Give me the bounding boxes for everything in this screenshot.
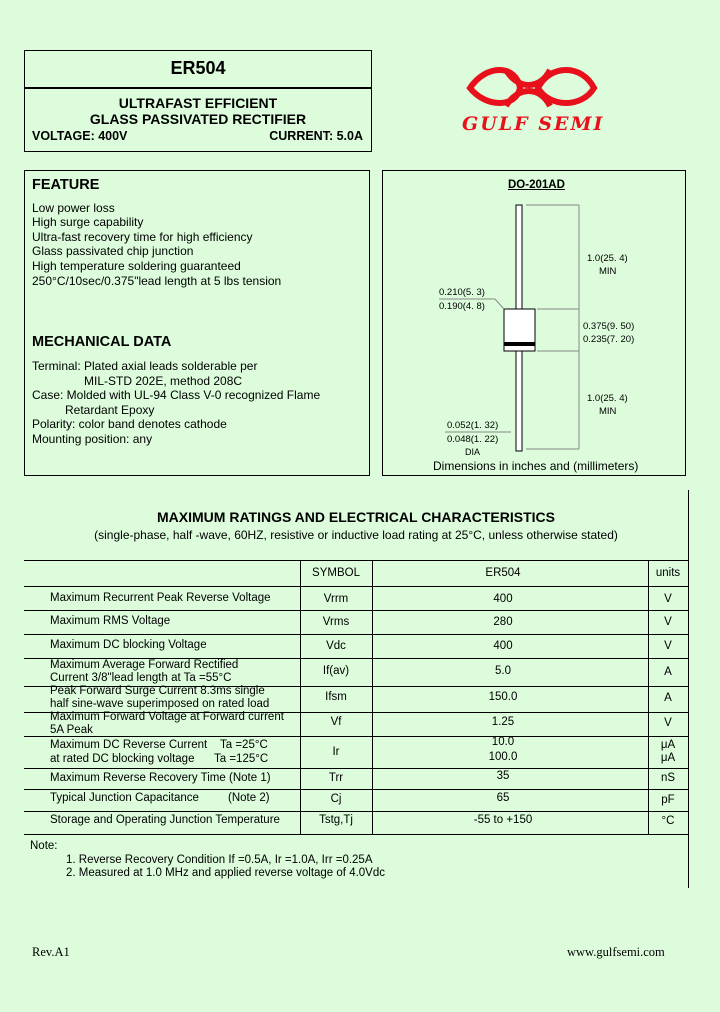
value-cell: 400 [493, 593, 513, 605]
param-cell: Maximum DC Reverse Current [50, 739, 208, 751]
value-cell: 150.0 [488, 691, 518, 703]
note-line: 2. Measured at 1.0 MHz and applied reverse voltage of 4.0Vdc [66, 867, 385, 879]
part-number-box [24, 50, 372, 88]
lead-dia-max: 0.052(1. 32) [447, 420, 499, 431]
feature-item: 250°C/10sec/0.375"lead length at 5 lbs tension [32, 274, 282, 288]
voltage-rating: VOLTAGE: 400V [32, 129, 128, 143]
lead-bottom-min: MIN [599, 406, 617, 417]
lead-top-length: 1.0(25. 4) [587, 253, 628, 264]
param-cell: Maximum Average Forward Rectified [50, 659, 239, 671]
note-ref-cell: (Note 2) [228, 792, 270, 804]
value-cell: 10.0 [491, 736, 515, 748]
feature-item: Glass passivated chip junction [32, 244, 194, 258]
param-cell: Storage and Operating Junction Temperature [50, 814, 280, 826]
header-value: ER504 [485, 567, 521, 579]
body-dia-max: 0.210(5. 3) [439, 287, 485, 298]
title-box [24, 88, 372, 152]
unit-cell: A [664, 666, 672, 678]
param-cell: Maximum Recurrent Peak Reverse Voltage [50, 592, 271, 604]
param-cell: Maximum Reverse Recovery Time [50, 772, 226, 784]
value-cell: 65 [496, 792, 510, 804]
param-cell: Maximum RMS Voltage [50, 615, 171, 627]
unit-cell: V [664, 593, 672, 605]
note-ref-cell: (Note 1) [229, 772, 271, 784]
feature-box [24, 170, 370, 476]
symbol-cell: Cj [330, 793, 342, 805]
unit-cell: °C [661, 815, 675, 827]
lead-bottom-length: 1.0(25. 4) [587, 393, 628, 404]
mechanical-line: Polarity: color band denotes cathode [32, 417, 227, 431]
mechanical-line: MIL-STD 202E, method 208C [84, 374, 243, 388]
feature-item: High temperature soldering guaranteed [32, 259, 241, 273]
unit-cell: μA [660, 739, 676, 751]
current-rating: CURRENT: 5.0A [269, 129, 363, 143]
note-heading: Note: [30, 840, 58, 852]
body-length-max: 0.375(9. 50) [583, 321, 635, 332]
symbol-cell: Vrms [322, 616, 350, 628]
symbol-cell: If(av) [322, 665, 350, 677]
feature-heading: FEATURE [32, 177, 100, 193]
unit-cell: V [664, 717, 672, 729]
ratings-subtitle: (single-phase, half -wave, 60HZ, resistive or inductive load rating at 25°C, unless otherwise stated) [94, 528, 618, 542]
param-cell: Maximum DC blocking Voltage [50, 639, 207, 651]
lead-top-min: MIN [599, 266, 617, 277]
gulf-semi-logo [458, 60, 608, 140]
value-cell: -55 to +150 [473, 814, 533, 826]
unit-cell: A [664, 692, 672, 704]
revision: Rev.A1 [32, 945, 70, 959]
param-cell: Maximum Forward Voltage at Forward current [50, 711, 284, 723]
dimensions-caption: Dimensions in inches and (millimeters) [433, 459, 639, 473]
symbol-cell: Trr [328, 772, 344, 784]
feature-item: Ultra-fast recovery time for high efficiency [32, 230, 253, 244]
param-cell: 5A Peak [50, 724, 93, 736]
title-line-2: GLASS PASSIVATED RECTIFIER [89, 111, 307, 127]
param-cell: Peak Forward Surge Current 8.3ms single [50, 685, 265, 697]
param-cell: Current 3/8"lead length at Ta =55°C [50, 672, 232, 684]
ratings-title: MAXIMUM RATINGS AND ELECTRICAL CHARACTERISTICS [157, 509, 555, 525]
value-cell: 35 [496, 770, 510, 782]
lead-dia-label: DIA [465, 447, 481, 457]
unit-cell: μA [660, 752, 676, 764]
unit-cell: nS [660, 772, 676, 784]
mechanical-line: Mounting position: any [32, 432, 153, 446]
website-link[interactable]: www.gulfsemi.com [567, 945, 665, 959]
logo-text: GULF SEMI [462, 113, 605, 135]
mechanical-heading: MECHANICAL DATA [32, 334, 172, 350]
header-units: units [655, 567, 681, 579]
mechanical-line: Terminal: Plated axial leads solderable per [32, 359, 258, 373]
feature-item: Low power loss [32, 201, 115, 215]
title-line-1: ULTRAFAST EFFICIENT [118, 95, 278, 111]
lead-dia-min: 0.048(1. 22) [447, 434, 499, 445]
package-title: DO-201AD [508, 179, 565, 191]
symbol-cell: Ir [332, 746, 340, 758]
condition-cell: Ta =125°C [214, 753, 269, 765]
unit-cell: pF [661, 794, 675, 806]
symbol-cell: Vrrm [323, 593, 349, 605]
note-line: 1. Reverse Recovery Condition If =0.5A, Ir =1.0A, Irr =0.25A [66, 854, 373, 866]
feature-item: High surge capability [32, 215, 144, 229]
condition-cell: Ta =25°C [220, 739, 268, 751]
body-length-min: 0.235(7. 20) [583, 334, 635, 345]
param-cell: at rated DC blocking voltage [50, 753, 195, 765]
value-cell: 100.0 [488, 751, 518, 763]
unit-cell: V [664, 640, 672, 652]
mechanical-line: Case: Molded with UL-94 Class V-0 recognized Flame [32, 388, 321, 402]
param-cell: Typical Junction Capacitance [50, 792, 199, 804]
ratings-section [24, 490, 690, 890]
symbol-cell: Vf [330, 716, 342, 728]
value-cell: 400 [493, 640, 513, 652]
value-cell: 280 [493, 616, 513, 628]
symbol-cell: Ifsm [325, 691, 347, 703]
body-dia-min: 0.190(4. 8) [439, 301, 485, 312]
header-symbol: SYMBOL [312, 567, 360, 579]
symbol-cell: Tstg,Tj [319, 814, 353, 826]
mechanical-line: Retardant Epoxy [65, 403, 155, 417]
param-cell: half sine-wave superimposed on rated load [50, 698, 270, 710]
part-number: ER504 [170, 58, 226, 78]
unit-cell: V [664, 616, 672, 628]
value-cell: 1.25 [491, 716, 515, 728]
package-box [382, 170, 686, 476]
symbol-cell: Vdc [326, 640, 346, 652]
value-cell: 5.0 [495, 665, 511, 677]
diode-outline-drawing [383, 171, 687, 477]
